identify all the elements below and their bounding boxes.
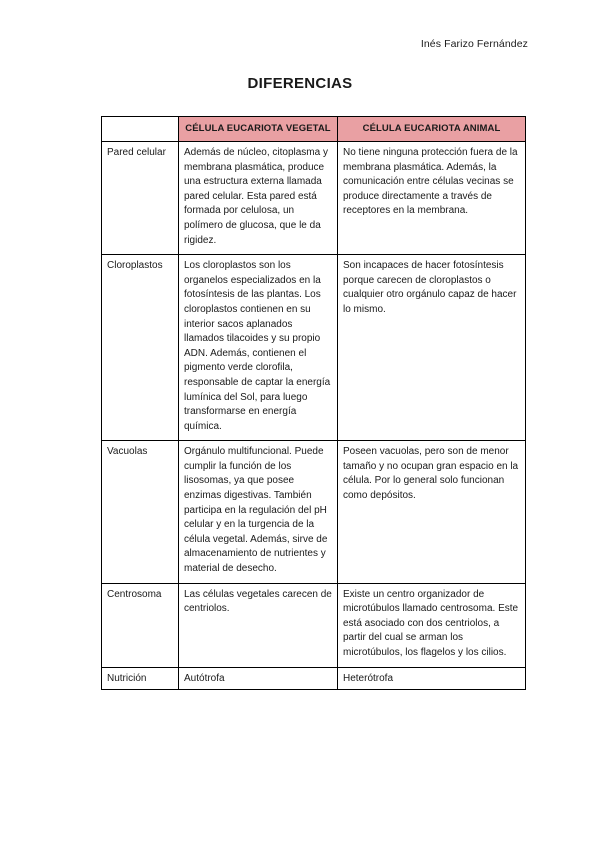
table-row xyxy=(102,255,526,441)
row-label: Nutrición xyxy=(102,667,179,690)
cell-animal: Son incapaces de hacer fotosíntesis porque carecen de cloroplastos o cualquier otro orgánulo capaz de hacer lo mismo. xyxy=(338,255,526,441)
table-row xyxy=(102,583,526,667)
cell-animal: No tiene ninguna protección fuera de la membrana plasmática. Además, la comunicación entre células vecinas se produce directamente a través de receptores en la membrana. xyxy=(338,142,526,255)
author-name: Inés Farizo Fernández xyxy=(420,38,528,50)
table-row xyxy=(102,142,526,255)
cell-animal: Heterótrofa xyxy=(338,667,526,690)
header-vegetal: CÉLULA EUCARIOTA VEGETAL xyxy=(179,117,338,142)
header-empty-cell xyxy=(102,117,179,142)
row-label: Centrosoma xyxy=(102,583,179,667)
cell-vegetal: Además de núcleo, citoplasma y membrana plasmática, produce una estructura externa llamada pared celular. Esta pared está formada por celulosa, un polímero de glucosa, que le da rigidez. xyxy=(179,142,338,255)
cell-vegetal: Orgánulo multifuncional. Puede cumplir la función de los lisosomas, ya que posee enzimas digestivas. También participa en la regulación del pH celular y en la turgencia de la célula vegetal. Además, sirve de almacenamiento de nutrientes y material de desecho. xyxy=(179,441,338,583)
page-title: DIFERENCIAS xyxy=(247,75,353,92)
row-label: Pared celular xyxy=(102,142,179,255)
row-label: Cloroplastos xyxy=(102,255,179,441)
cell-animal: Poseen vacuolas, pero son de menor tamaño y no ocupan gran espacio en la célula. Por lo general solo funcionan como depósitos. xyxy=(338,441,526,583)
table-row xyxy=(102,667,526,690)
cell-vegetal: Los cloroplastos son los organelos especializados en la fotosíntesis de las plantas. Los cloroplastos contienen en su interior sacos aplanados llamados tilacoides y su propio ADN. Además, contienen el pigmento verde clorofila, responsable de captar la energía lumínica del Sol, para luego transformarse en energía química. xyxy=(179,255,338,441)
comparison-table xyxy=(101,116,526,690)
header-animal: CÉLULA EUCARIOTA ANIMAL xyxy=(338,117,526,142)
row-label: Vacuolas xyxy=(102,441,179,583)
cell-vegetal: Las células vegetales carecen de centriolos. xyxy=(179,583,338,667)
cell-vegetal: Autótrofa xyxy=(179,667,338,690)
table-row xyxy=(102,441,526,583)
table-header-row xyxy=(102,117,526,142)
cell-animal: Existe un centro organizador de microtúbulos llamado centrosoma. Este está asociado con dos centriolos, a partir del cual se arman los microtúbulos, los flagelos y los cilios. xyxy=(338,583,526,667)
